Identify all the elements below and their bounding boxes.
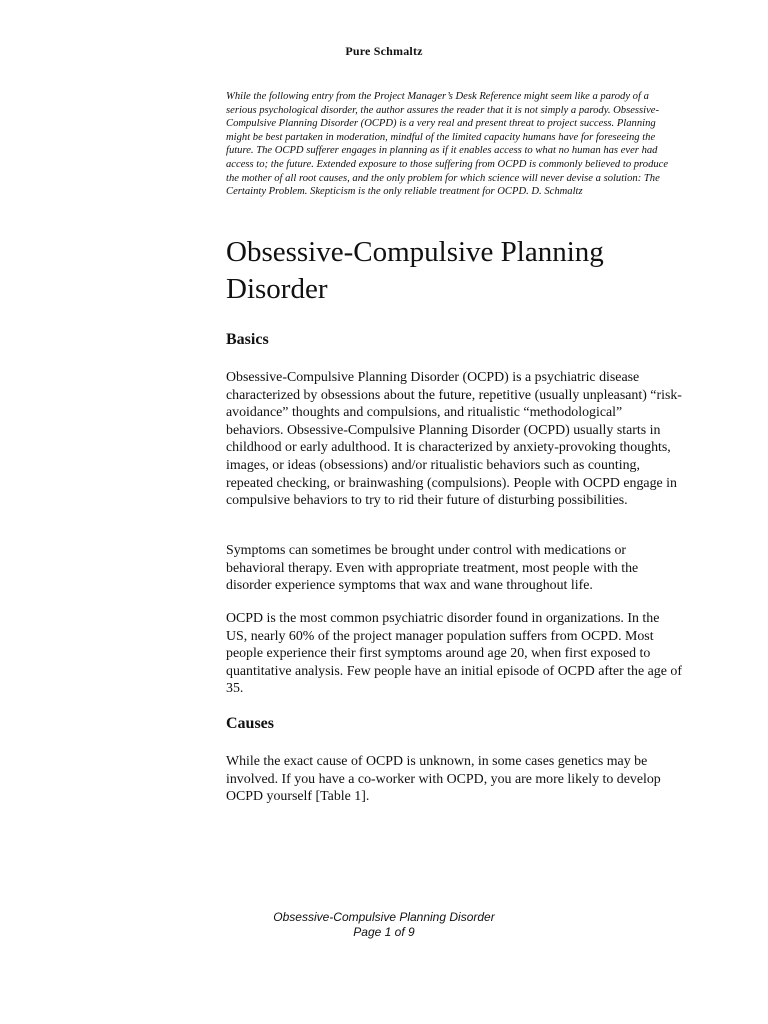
intro-note: While the following entry from the Project Manager’s Desk Reference might seem like a parody of a serious psychological disorder, the author assures the reader that it is not simply a parody. Obsessive-Compulsive Planning Disorder (OCPD) is a very real and present threat to project success. Planning might be best partaken in moderation, mindful of the limited capacity humans have for foreseeing the future. The OCPD sufferer engages in planning as if it enables access to what no human has ever had access to; the future. Extended exposure to those suffering from OCPD is commonly believed to produce the mother of all root causes, and the only problem for which science will never devise a solution: The Certainty Problem. Skepticism is the only reliable treatment for OCPD. D. Schmaltz xyxy=(226,91,669,198)
paragraph-basics-2: Symptoms can sometimes be brought under control with medications or behavioral therapy. Even with appropriate treatment, most people with the disorder experience symptoms that wax and wane throughout life. xyxy=(226,543,639,594)
article-title: Obsessive-Compulsive Planning Disorder xyxy=(226,236,604,305)
paragraph-basics-1: Obsessive-Compulsive Planning Disorder (OCPD) is a psychiatric disease characterized by obsessions about the future, repetitive (usually unpleasant) “risk-avoidance” thoughts and compulsions, and ritualistic “methodological” behaviors. Obsessive-Compulsive Planning Disorder (OCPD) usually starts in childhood or early adulthood. It is characterized by anxiety-provoking thoughts, images, or ideas (obsessions) and/or ritualistic behaviors such as counting, repeated checking, or brainwashing (compulsions). People with OCPD engage in compulsive behaviors to try to rid their future of disturbing possibilities. xyxy=(226,370,682,509)
page-number: Page 1 of 9 xyxy=(353,925,415,939)
running-header: Pure Schmaltz xyxy=(345,44,423,58)
section-heading-causes: Causes xyxy=(226,715,275,732)
page-footer xyxy=(0,910,768,940)
section-heading-basics: Basics xyxy=(226,331,269,348)
paragraph-causes-1: While the exact cause of OCPD is unknown, in some cases genetics may be involved. If you have a co-worker with OCPD, you are more likely to develop OCPD yourself [Table 1]. xyxy=(226,754,661,805)
footer-doc-title: Obsessive-Compulsive Planning Disorder xyxy=(273,910,495,924)
paragraph-basics-3: OCPD is the most common psychiatric disorder found in organizations. In the US, nearly 60% of the project manager population suffers from OCPD. Most people experience their first symptoms around age 20, when first exposed to quantitative analysis. Few people have an initial episode of OCPD after the age of 35. xyxy=(226,611,682,697)
